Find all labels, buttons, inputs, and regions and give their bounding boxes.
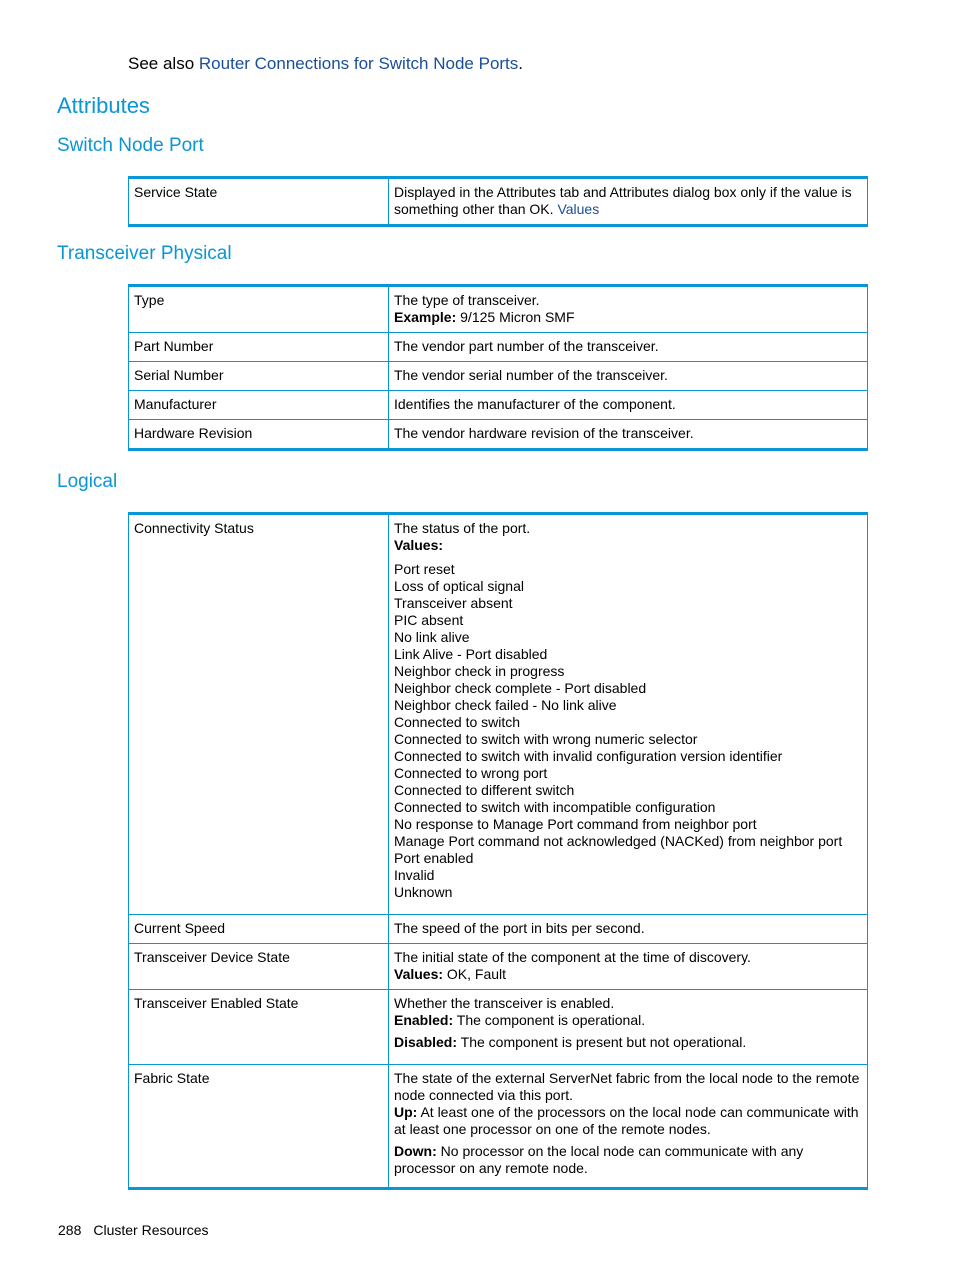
transceiver-physical-table (128, 284, 868, 451)
attribute-description: Identifies the manufacturer of the component. (389, 391, 868, 420)
enabled-label: Enabled: (394, 1012, 454, 1028)
attribute-name: Hardware Revision (129, 420, 389, 450)
attribute-name: Transceiver Enabled State (129, 990, 389, 1065)
attribute-name: Transceiver Device State (129, 944, 389, 990)
page-number: 288 (58, 1222, 82, 1238)
table-row (129, 391, 868, 420)
page-footer (58, 1222, 209, 1238)
attribute-name: Connectivity Status (129, 514, 389, 915)
list-item: Unknown (394, 884, 453, 900)
enabled-text: The component is operational. (456, 1012, 646, 1028)
attribute-name: Part Number (129, 333, 389, 362)
section-heading-logical: Logical (57, 471, 118, 492)
list-item: Transceiver absent (394, 595, 513, 611)
list-item: Connected to switch with incompatible configuration (394, 799, 716, 815)
logical-table (128, 512, 868, 1190)
attribute-name: Current Speed (129, 915, 389, 944)
disabled-text: The component is present but not operational. (460, 1034, 747, 1050)
table-row (129, 333, 868, 362)
up-line (394, 1104, 862, 1138)
example-value: 9/125 Micron SMF (460, 309, 575, 325)
attribute-description: The vendor part number of the transceiver. (389, 333, 868, 362)
see-also-line (128, 54, 523, 74)
section-heading-transceiver-physical: Transceiver Physical (57, 243, 232, 264)
example-label: Example: (394, 309, 457, 325)
attribute-description: The speed of the port in bits per second. (389, 915, 868, 944)
up-label: Up: (394, 1104, 418, 1120)
list-item: Connected to switch with invalid configuration version identifier (394, 748, 783, 764)
device-state-values (394, 966, 862, 983)
list-item: Neighbor check in progress (394, 663, 565, 679)
list-item: Neighbor check complete - Port disabled (394, 680, 647, 696)
attribute-name: Serial Number (129, 362, 389, 391)
footer-section: Cluster Resources (93, 1222, 209, 1238)
table-row (129, 944, 868, 990)
table-row (129, 915, 868, 944)
attribute-description: The vendor hardware revision of the transceiver. (389, 420, 868, 450)
list-item: Connected to switch (394, 714, 521, 730)
table-row (129, 990, 868, 1065)
status-values-list (394, 561, 862, 901)
up-text: At least one of the processors on the local node can communicate with at least one processor on one of the remote nodes. (394, 1104, 859, 1137)
list-item: No response to Manage Port command from neighbor port (394, 816, 757, 832)
attribute-description (389, 286, 868, 333)
attribute-name: Type (129, 286, 389, 333)
list-item: Connected to wrong port (394, 765, 548, 781)
attribute-description (389, 178, 868, 226)
list-item: Neighbor check failed - No link alive (394, 697, 617, 713)
list-item: Port enabled (394, 850, 474, 866)
fabric-state-desc: The state of the external ServerNet fabric from the local node to the remote node connected via this port. (394, 1070, 860, 1103)
attribute-description: The vendor serial number of the transceiver. (389, 362, 868, 391)
list-item: Port reset (394, 561, 455, 577)
section-heading-switch-node-port: Switch Node Port (57, 135, 204, 156)
values-label: Values: (394, 537, 444, 553)
device-state-desc: The initial state of the component at the time of discovery. (394, 949, 751, 965)
table-row (129, 286, 868, 333)
list-item: Link Alive - Port disabled (394, 646, 548, 662)
list-item: No link alive (394, 629, 470, 645)
values-text: OK, Fault (446, 966, 507, 982)
list-item: Invalid (394, 867, 435, 883)
attribute-description (389, 990, 868, 1065)
disabled-line (394, 1034, 862, 1051)
attribute-description (389, 1065, 868, 1189)
see-also-prefix: See also (128, 54, 195, 73)
attribute-description (389, 944, 868, 990)
values-link[interactable]: Values (557, 201, 600, 217)
down-text: No processor on the local node can communicate with any processor on any remote node. (394, 1143, 804, 1176)
page-title: Attributes (57, 93, 150, 118)
list-item: Loss of optical signal (394, 578, 524, 594)
attribute-name: Manufacturer (129, 391, 389, 420)
switch-node-port-table (128, 176, 868, 227)
list-item: Connected to different switch (394, 782, 575, 798)
disabled-label: Disabled: (394, 1034, 458, 1050)
list-item: Connected to switch with wrong numeric selector (394, 731, 698, 747)
list-item: Manage Port command not acknowledged (NACKed) from neighbor port (394, 833, 843, 849)
service-state-desc: Displayed in the Attributes tab and Attributes dialog box only if the value is something other than OK. (394, 184, 852, 217)
type-desc: The type of transceiver. (394, 292, 540, 308)
values-label: Values: (394, 966, 444, 982)
table-row (129, 514, 868, 915)
enabled-line (394, 1012, 862, 1029)
table-row (129, 178, 868, 226)
router-connections-link[interactable]: Router Connections for Switch Node Ports (198, 54, 519, 73)
list-item: PIC absent (394, 612, 464, 628)
down-line (394, 1143, 862, 1177)
table-row (129, 362, 868, 391)
table-row (129, 420, 868, 450)
down-label: Down: (394, 1143, 437, 1159)
attribute-name: Fabric State (129, 1065, 389, 1189)
type-example (394, 309, 862, 326)
enabled-state-desc: Whether the transceiver is enabled. (394, 995, 615, 1011)
table-row (129, 1065, 868, 1189)
attribute-name: Service State (129, 178, 389, 226)
connectivity-desc: The status of the port. (394, 520, 531, 536)
attribute-description (389, 514, 868, 915)
see-also-suffix: . (518, 54, 524, 73)
